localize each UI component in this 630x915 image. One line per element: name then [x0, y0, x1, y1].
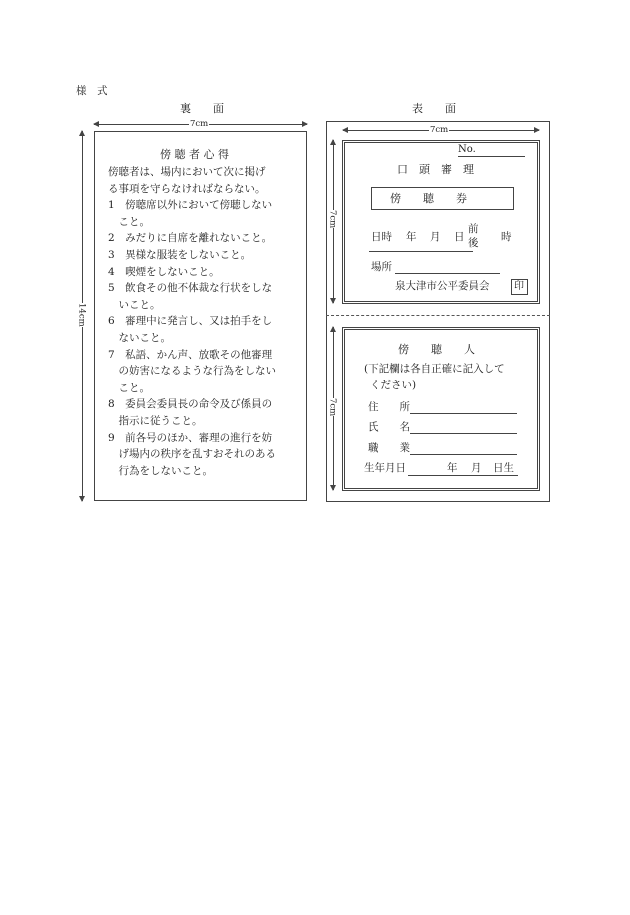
birth-line: [408, 475, 518, 476]
rule-line: 指示に従うこと。: [108, 414, 203, 427]
rule-line: 7 私語、かん声、放歌その他審理: [108, 348, 273, 361]
rules-title: 傍 聴 者 心 得: [160, 148, 229, 161]
date-am: 前: [468, 223, 479, 235]
stub-title: 傍 聴 人: [398, 343, 475, 356]
birth-day: 日生: [493, 462, 514, 474]
date-hour: 時: [501, 231, 512, 243]
back-height-label: 14cm: [76, 303, 87, 327]
stub-height-label: 7cm: [327, 398, 338, 417]
rule-line: ないこと。: [108, 331, 171, 344]
rule-line: 4 喫煙をしないこと。: [108, 265, 220, 278]
birth-label: 生年月日: [364, 462, 406, 474]
date-month: 月: [430, 231, 441, 243]
job-label: 職 業: [368, 442, 410, 454]
ticket-number-line: [458, 156, 525, 157]
name-line: [410, 433, 517, 434]
ticket-height-label: 7cm: [327, 210, 338, 229]
rules-list: [108, 164, 276, 479]
stub-note-line1: (下記欄は各自正確に記入して: [364, 363, 505, 375]
cut-line: [326, 315, 550, 316]
date-label: 日時: [371, 231, 392, 243]
rule-line: 8 委員会委員長の命令及び係員の: [108, 398, 273, 411]
stub-note-line2: ください): [370, 379, 417, 391]
rule-line: げ場内の秩序を乱すおそれのある: [108, 448, 276, 461]
address-line: [410, 413, 517, 414]
job-line: [410, 454, 517, 455]
birth-month: 月: [471, 462, 482, 474]
rule-line: の妨害になるような行為をしない: [108, 365, 276, 378]
front-side-label: 表 面: [412, 102, 456, 115]
rule-line: こと。: [108, 215, 150, 228]
rule-line: こと。: [108, 381, 150, 394]
rule-line: 5 飲食その他不体裁な行状をしな: [108, 282, 273, 295]
place-underline: [395, 273, 500, 274]
rule-line: 1 傍聴席以外において傍聴しない: [108, 199, 273, 212]
front-width-label: 7cm: [430, 125, 449, 135]
rule-line: 2 みだりに自席を離れないこと。: [108, 232, 273, 245]
birth-year: 年: [447, 462, 458, 474]
address-label: 住 所: [368, 401, 410, 413]
rule-line: 傍聴者は、場内において次に掲げ: [108, 166, 266, 178]
ticket-label: 傍 聴 券: [390, 192, 467, 205]
rule-line: 3 異様な服装をしないこと。: [108, 248, 252, 261]
ticket-title: 口 頭 審 理: [397, 163, 474, 176]
committee-name: 泉大津市公平委員会: [395, 280, 490, 292]
back-width-label: 7cm: [190, 119, 209, 129]
date-day: 日: [454, 231, 465, 243]
ticket-number-label: No.: [458, 144, 476, 155]
date-underline: [369, 251, 473, 252]
place-label: 場所: [371, 261, 392, 273]
rule-line: 9 前各号のほか、審理の進行を妨: [108, 431, 273, 444]
date-year: 年: [406, 231, 417, 243]
name-label: 氏 名: [368, 421, 410, 433]
back-side-label: 裏 面: [180, 102, 224, 115]
seal-mark: 印: [514, 281, 524, 292]
rule-line: いこと。: [108, 298, 161, 311]
date-pm: 後: [468, 237, 479, 249]
rule-line: る事項を守らなければならない。: [108, 182, 266, 195]
rule-line: 行為をしないこと。: [108, 464, 213, 477]
rule-line: 6 審理中に発言し、又は拍手をし: [108, 315, 273, 328]
form-heading: 様 式: [76, 85, 108, 97]
